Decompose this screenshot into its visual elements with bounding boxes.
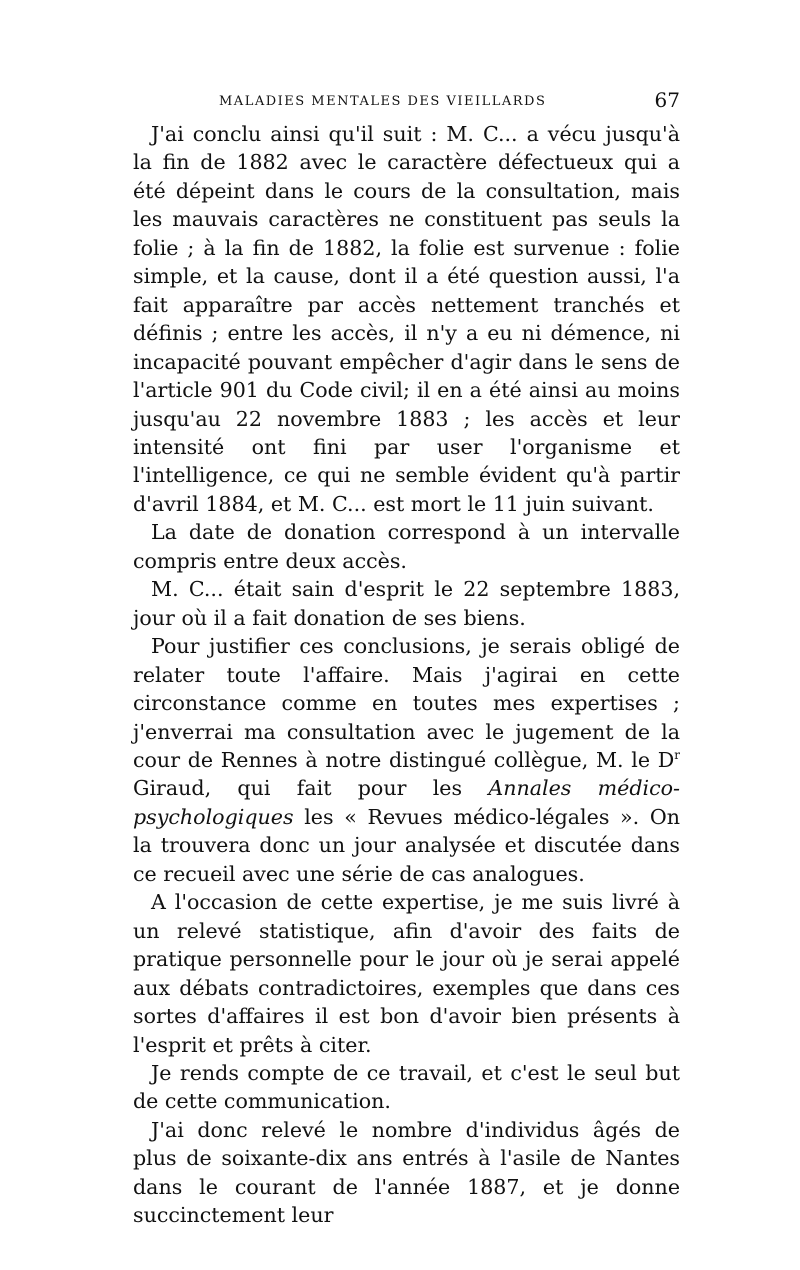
running-title: MALADIES MENTALES DES VIEILLARDS bbox=[219, 94, 547, 109]
paragraph-expertise: A l'occasion de cette expertise, je me suis livré à un relevé statistique, afin d'avoir des faits de pratique personnelle pour le jour où je serai appelé aux débats contradictoires, exemples que dans ces sortes d'affaires il est bon d'avoir bien présents à l'esprit et prêts à citer. bbox=[133, 890, 680, 1057]
paragraph-justifier bbox=[133, 632, 680, 888]
paragraph-sain-d-esprit: M. C... était sain d'esprit le 22 septembre 1883, jour où il a fait donation de ses biens. bbox=[133, 577, 680, 630]
page-header bbox=[133, 88, 680, 118]
paragraph-compte-rendu: Je rends compte de ce travail, et c'est le seul but de cette communication. bbox=[133, 1060, 680, 1114]
journal-title: Annales médico-psychologiques bbox=[133, 776, 680, 829]
page-number: 67 bbox=[654, 88, 680, 112]
paragraph-donation-date: La date de donation correspond à un intervalle compris entre deux accès. bbox=[133, 520, 680, 573]
paragraph-releve: J'ai donc relevé le nombre d'individus âgés de plus de soixante-dix ans entrés à l'asile de Nantes dans le courant de l'année 1887, et je donne succinctement leur bbox=[133, 1117, 680, 1228]
paragraph-justifier-part1: Pour justifier ces conclusions, je serais obligé de relater toute l'affaire. Mais j'agirai en cette circonstance comme en toutes mes expertises ; j'enverrai ma consultation avec le jugement de la cour de Rennes à notre distingué collègue, M. le D bbox=[133, 634, 680, 772]
doctor-superscript: r bbox=[674, 748, 680, 763]
paragraph-justifier-part2: Giraud, qui fait pour les bbox=[133, 776, 489, 801]
paragraph-justifier-part3: les « Revues médico-légales ». On la trouvera donc un jour analysée et discutée dans ce recueil avec une série de cas analogues. bbox=[133, 804, 680, 886]
body-text bbox=[133, 120, 680, 1230]
paragraph-conclusion: J'ai conclu ainsi qu'il suit : M. C... a vécu jusqu'à la fin de 1882 avec le caractère défectueux qui a été dépeint dans le cours de la consultation, mais les mauvais caractères ne constituent pas seuls la folie ; à la fin de 1882, la folie est survenue : folie simple, et la cause, dont il a été question aussi, l'a fait apparaître par accès nettement tranchés et définis ; entre les accès, il n'y a eu ni démence, ni incapacité pouvant empêcher d'agir dans le sens de l'article 901 du Code civil; il en a été ainsi au moins jusqu'au 22 novembre 1883 ; les accès et leur intensité ont fini par user l'organisme et l'intelligence, ce qui ne semble évident qu'à partir d'avril 1884, et M. C... est mort le 11 juin suivant. bbox=[133, 122, 680, 516]
